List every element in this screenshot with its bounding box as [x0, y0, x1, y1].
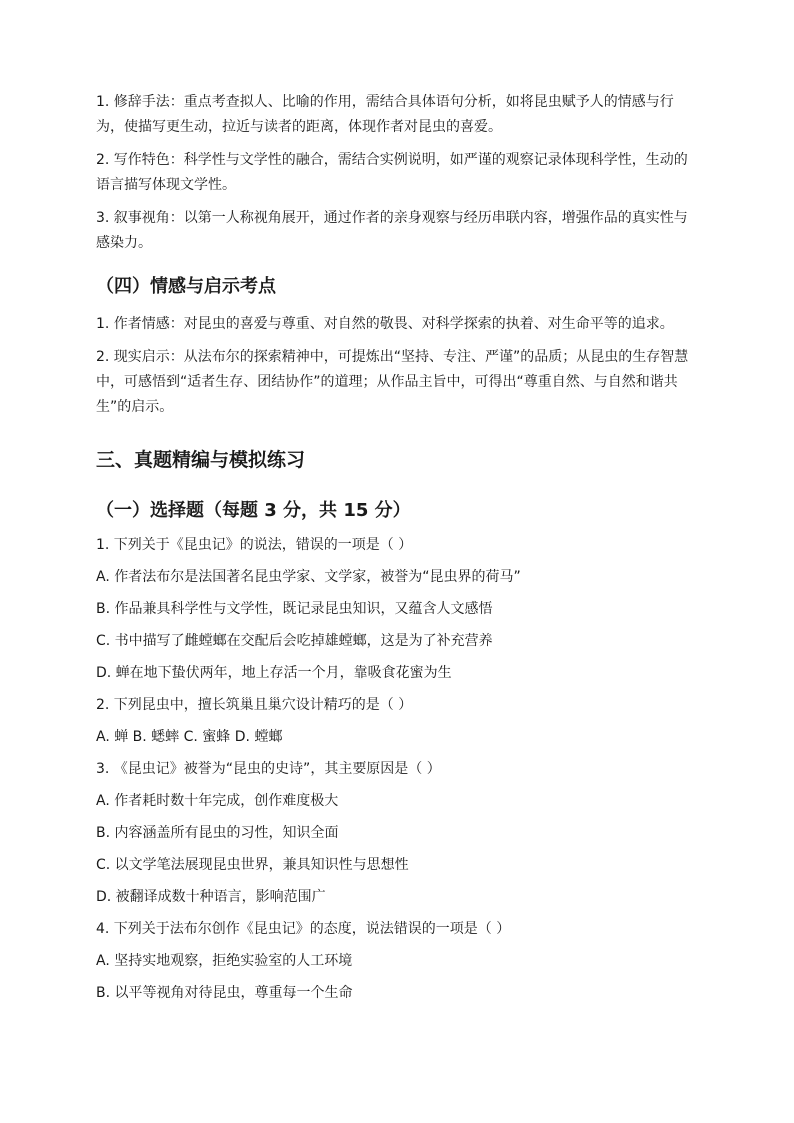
paragraph-author-emotion: 1. 作者情感：对昆虫的喜爱与尊重、对自然的敬畏、对科学探索的执着、对生命平等的追求。: [96, 316, 674, 332]
heading-choice-questions: （一）选择题（每题 3 分，共 15 分）: [96, 500, 411, 521]
paragraph-real-inspiration: 2. 现实启示：从法布尔的探索精神中，可提炼出“坚持、专注、严谨”的品质；从昆虫的生存智慧中，可感悟到“适者生存、团结协作”的道理；从作品主旨中，可得出“尊重自然、与自然和谐共生”的启示。: [96, 349, 689, 415]
question-3: 3. 《昆虫记》被誉为“昆虫的史诗”，其主要原因是（ ）: [96, 761, 441, 777]
question-3-option-d: D. 被翻译成数十种语言，影响范围广: [96, 889, 326, 905]
question-1: 1. 下列关于《昆虫记》的说法，错误的一项是（ ）: [96, 537, 413, 553]
question-1-option-d: D. 蝉在地下蛰伏两年，地上存活一个月，靠吸食花蜜为生: [96, 665, 452, 681]
question-3-option-b: B. 内容涵盖所有昆虫的习性，知识全面: [96, 825, 339, 841]
question-4-option-a: A. 坚持实地观察，拒绝实验室的人工环境: [96, 953, 353, 969]
heading-exercises: 三、真题精编与模拟练习: [96, 449, 306, 471]
question-1-option-a: A. 作者法布尔是法国著名昆虫学家、文学家，被誉为“昆虫界的荷马”: [96, 569, 521, 585]
paragraph-rhetoric: 1. 修辞手法：重点考查拟人、比喻的作用，需结合具体语句分析，如将昆虫赋予人的情感与行为，使描写更生动，拉近与读者的距离，体现作者对昆虫的喜爱。: [96, 94, 674, 135]
paragraph-narrative-view: 3. 叙事视角：以第一人称视角展开，通过作者的亲身观察与经历串联内容，增强作品的真实性与感染力。: [96, 210, 688, 251]
question-4-option-b: B. 以平等视角对待昆虫，尊重每一个生命: [96, 985, 353, 1001]
question-2-options: A. 蝉 B. 蟋蟀 C. 蜜蜂 D. 螳螂: [96, 729, 283, 745]
heading-emotion-inspiration: （四）情感与启示考点: [96, 276, 276, 297]
question-3-option-c: C. 以文学笔法展现昆虫世界，兼具知识性与思想性: [96, 857, 409, 873]
question-3-option-a: A. 作者耗时数十年完成，创作难度极大: [96, 793, 339, 809]
question-1-option-b: B. 作品兼具科学性与文学性，既记录昆虫知识，又蕴含人文感悟: [96, 601, 493, 617]
question-4: 4. 下列关于法布尔创作《昆虫记》的态度，说法错误的一项是（ ）: [96, 921, 511, 937]
question-1-option-c: C. 书中描写了雌螳螂在交配后会吃掉雄螳螂，这是为了补充营养: [96, 633, 493, 649]
question-2: 2. 下列昆虫中，擅长筑巢且巢穴设计精巧的是（ ）: [96, 697, 413, 713]
paragraph-writing-style: 2. 写作特色：科学性与文学性的融合，需结合实例说明，如严谨的观察记录体现科学性，生动的语言描写体现文学性。: [96, 152, 688, 193]
